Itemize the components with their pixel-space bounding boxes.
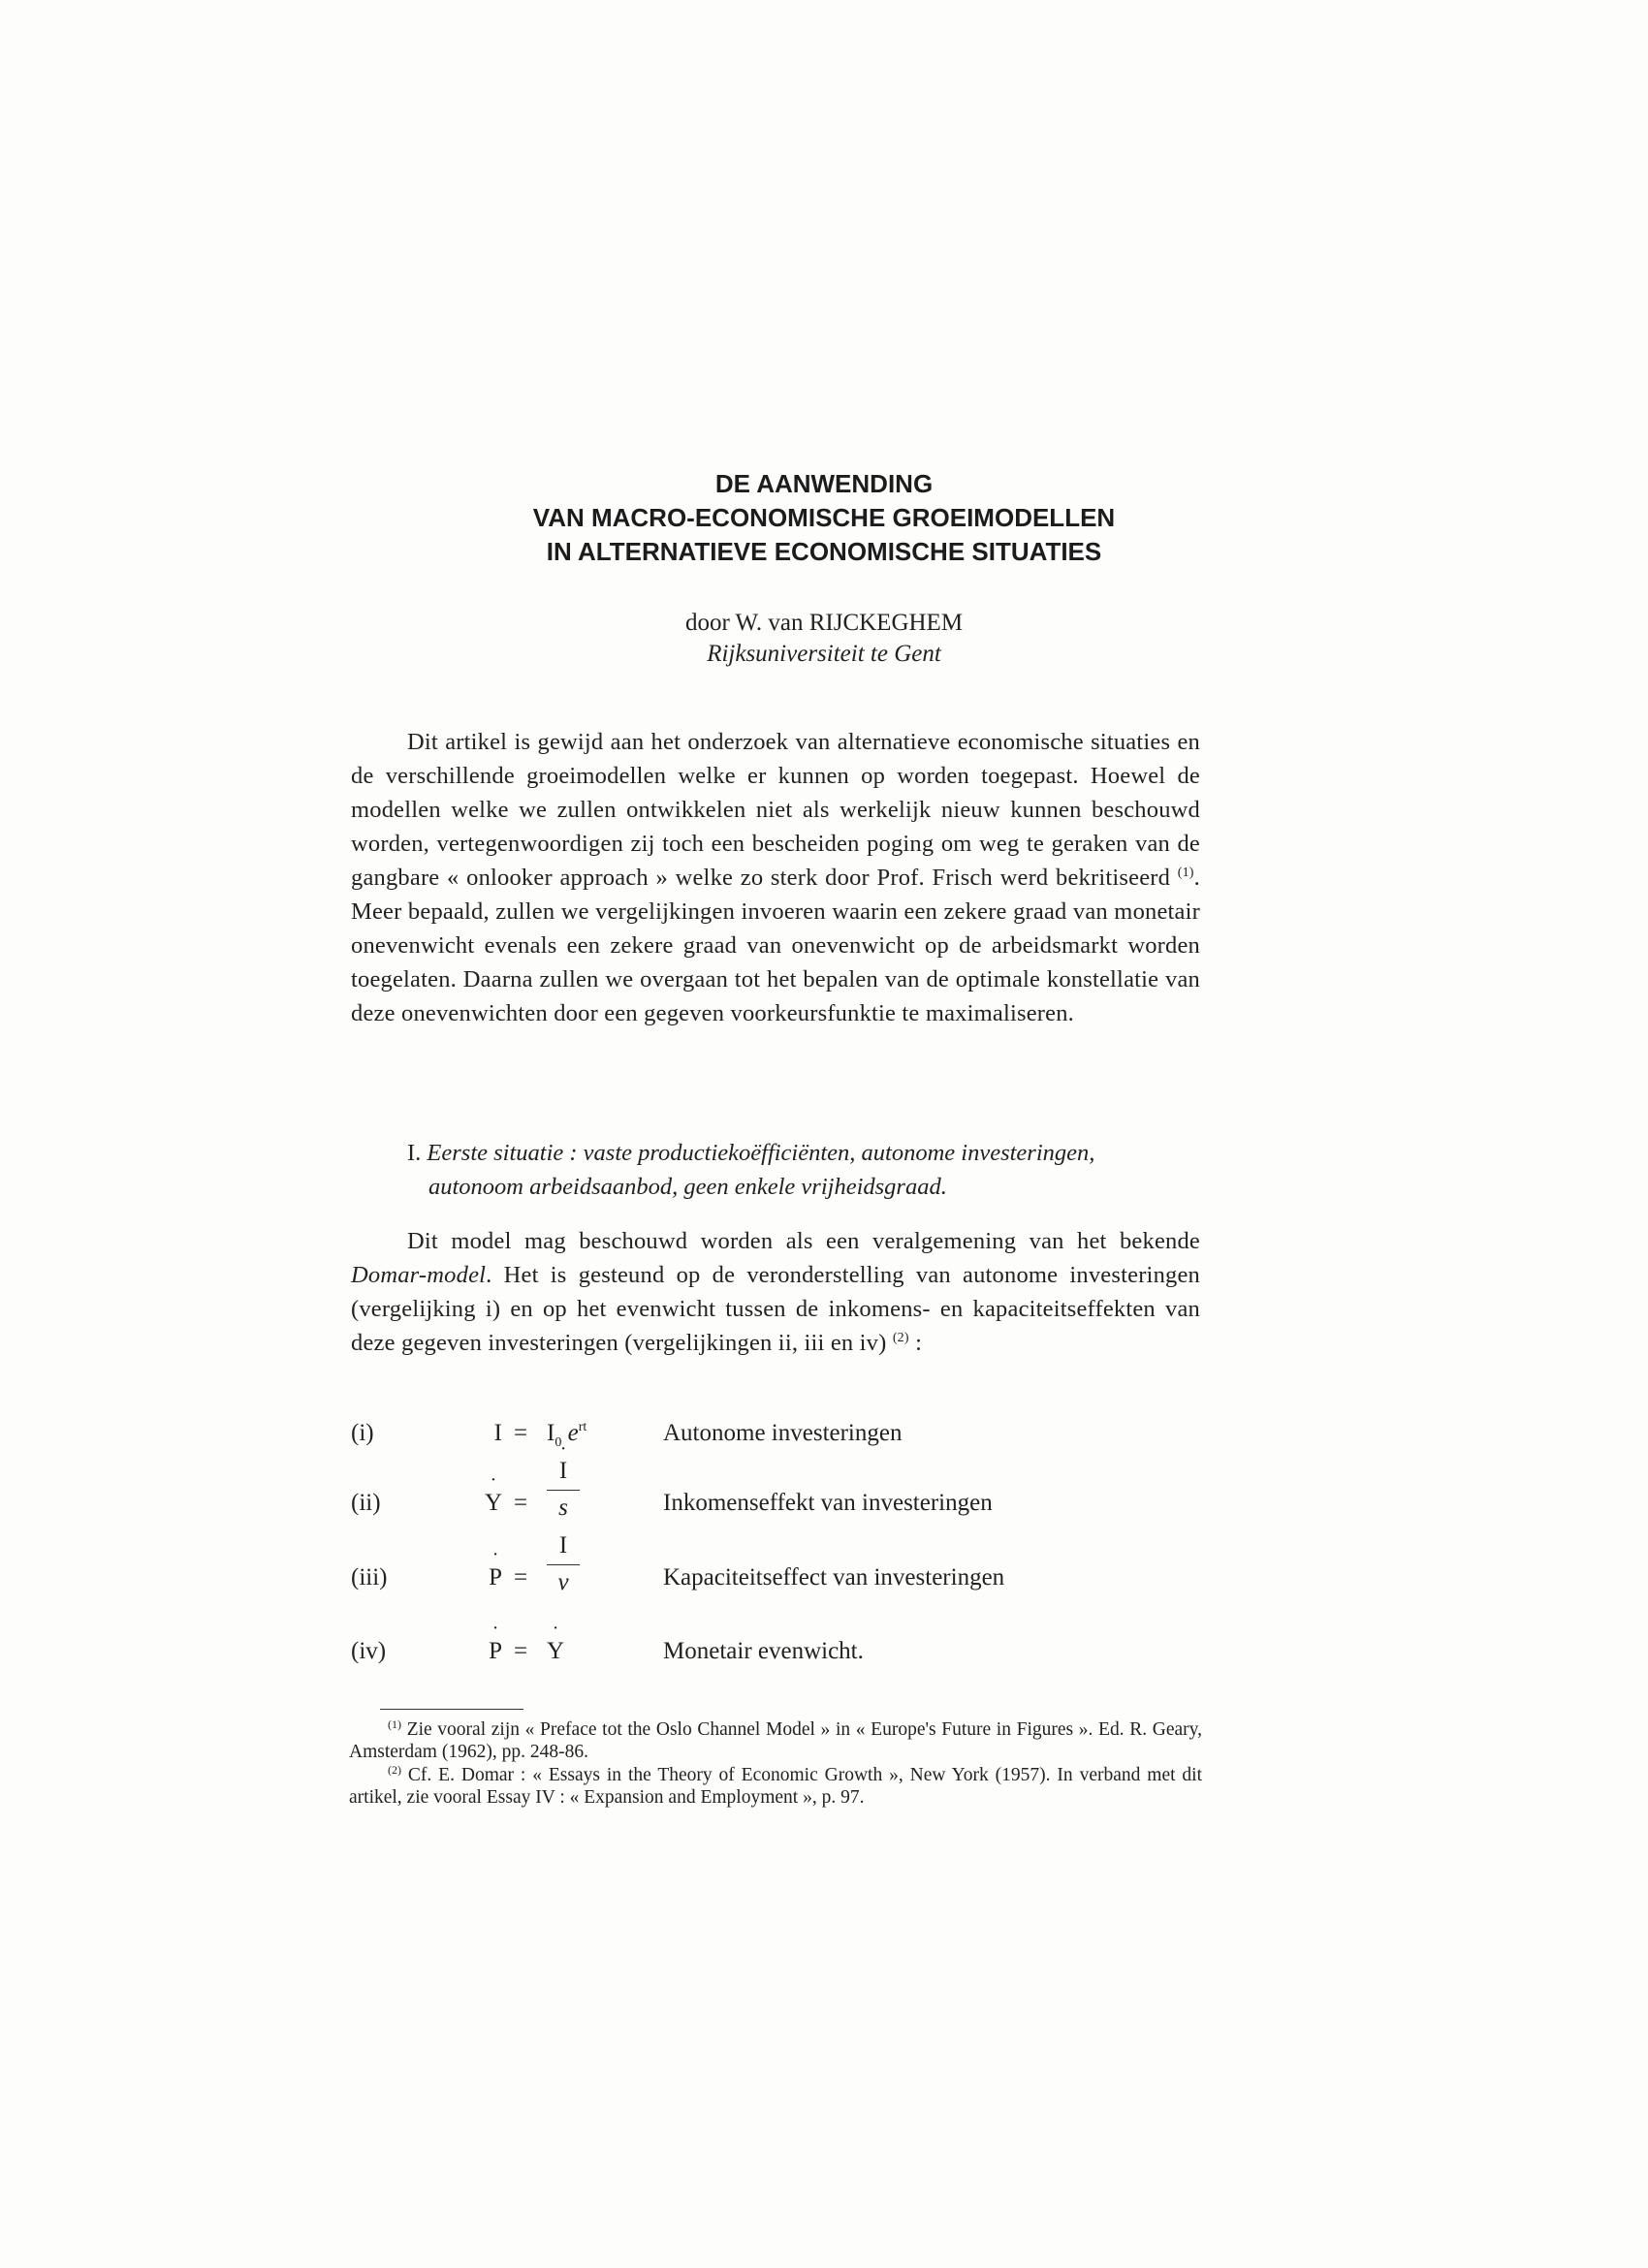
footnote-1 bbox=[349, 1718, 1202, 1763]
equation-i bbox=[351, 1420, 1204, 1478]
footnote-2 bbox=[349, 1764, 1202, 1809]
footnote-text: Cf. E. Domar : « Essays in the Theory of Economic Growth », New York (1957). In verband met dit artikel, zie vooral Essay IV : « Expansion and Employment », p. 97. bbox=[349, 1765, 1203, 1808]
equation-iv bbox=[351, 1638, 1204, 1696]
intro-text-a: Dit artikel is gewijd aan het onderzoek van alternatieve economische situaties en de verschillende groeimodellen welke er kunnen op worden toegepast. Hoewel de modellen welke we zullen ontwikkelen niet als werkelijk nieuw kunnen beschouwd worden, vertegenwoordigen zij toch een bescheiden poging om weg te geraken van de gangbare « onlooker approach » welke zo sterk door Prof. Frisch werd bekritiseerd bbox=[351, 729, 1200, 891]
footnote-ref-2: (2) bbox=[892, 1331, 909, 1345]
section-heading-line-2: autonoom arbeidsaanbod, geen enkele vrijheidsgraad. bbox=[428, 1174, 947, 1200]
section-heading bbox=[407, 1136, 1212, 1204]
equation-iii bbox=[351, 1532, 1204, 1622]
equation-description: Autonome investeringen bbox=[663, 1420, 903, 1446]
equation-lhs bbox=[473, 1564, 502, 1591]
dotted-variable: ˙ P bbox=[489, 1564, 502, 1591]
p2-text-a: Dit model mag beschouwd worden als een veralgemening van het bekende bbox=[407, 1228, 1200, 1254]
p2-text-b: . Het is gesteund op de veronderstelling van autonome investeringen (vergelijking i) en op het evenwicht tussen de inkomens- en kapaciteitseffekten van deze gegeven investeringen (vergelijkingen ii, iii en iv) bbox=[351, 1262, 1200, 1356]
equation-number: (ii) bbox=[351, 1490, 381, 1516]
title-line-3: IN ALTERNATIEVE ECONOMISCHE SITUATIES bbox=[546, 537, 1102, 566]
footnote-mark: (1) bbox=[388, 1717, 401, 1731]
equation-description: Inkomenseffekt van investeringen bbox=[663, 1490, 993, 1516]
equals-sign: = bbox=[514, 1638, 528, 1664]
equation-lhs: I bbox=[493, 1420, 502, 1446]
intro-paragraph bbox=[351, 725, 1200, 1030]
footnote-text: Zie vooral zijn « Preface tot the Oslo Channel Model » in « Europe's Future in Figures ». Ed. R. Geary, Amsterdam (1962), pp. 248-86. bbox=[349, 1719, 1202, 1762]
numerator bbox=[547, 1457, 580, 1486]
equation-number: (iii) bbox=[351, 1564, 388, 1591]
fraction-bar bbox=[547, 1490, 580, 1491]
rhs-exp-base: e bbox=[567, 1420, 579, 1446]
equals-sign: = bbox=[514, 1490, 528, 1516]
section-heading-line-1: Eerste situatie : vaste productiekoëfficiënten, autonome investeringen, bbox=[427, 1140, 1095, 1166]
equation-lhs bbox=[473, 1490, 502, 1517]
dotted-variable: ˙ Y bbox=[485, 1490, 502, 1517]
fraction-bar bbox=[547, 1564, 580, 1565]
equation-number: (iv) bbox=[351, 1638, 387, 1664]
footnote-separator bbox=[380, 1709, 523, 1710]
fraction bbox=[547, 1531, 580, 1596]
model-name: Domar-model bbox=[351, 1262, 487, 1288]
intro-text-b: . Meer bepaald, zullen we vergelijkingen invoeren waarin een zekere graad van monetair onevenwicht evenals een zekere graad van onevenwicht op de arbeidsmarkt worden toegelaten. Daarna zullen we overgaan tot het bepalen van de optimale konstellatie van deze onevenwichten door een gegeven voorkeursfunktie te maximaliseren. bbox=[351, 865, 1200, 1026]
footnote-ref-1: (1) bbox=[1177, 866, 1194, 880]
dotted-variable: ˙ I bbox=[559, 1457, 567, 1486]
article-title bbox=[349, 467, 1299, 569]
rhs-exponent: rt bbox=[578, 1420, 587, 1434]
denominator: s bbox=[558, 1495, 568, 1521]
equation-number: (i) bbox=[351, 1420, 374, 1446]
rhs-subscript: 0 bbox=[555, 1435, 562, 1450]
dotted-variable: ˙ Y bbox=[547, 1638, 564, 1665]
numerator: I bbox=[558, 1532, 568, 1559]
title-line-1: DE AANWENDING bbox=[714, 469, 934, 498]
equals-sign: = bbox=[514, 1564, 528, 1591]
equals-sign: = bbox=[514, 1420, 528, 1446]
denominator: v bbox=[557, 1569, 569, 1595]
title-line-2: VAN MACRO-ECONOMISCHE GROEIMODELLEN bbox=[532, 503, 1116, 532]
equation-lhs bbox=[473, 1638, 502, 1665]
dotted-variable: ˙ P bbox=[489, 1638, 502, 1665]
equation-rhs bbox=[547, 1638, 564, 1665]
fraction bbox=[547, 1457, 580, 1522]
section-number: I. bbox=[407, 1140, 422, 1166]
footnote-mark: (2) bbox=[388, 1763, 401, 1777]
model-paragraph bbox=[351, 1224, 1200, 1360]
author-line: door W. van RIJCKEGHEM bbox=[684, 610, 964, 636]
equation-description: Kapaciteitseffect van investeringen bbox=[663, 1564, 1005, 1591]
equation-ii bbox=[351, 1458, 1204, 1548]
p2-text-c: : bbox=[908, 1330, 923, 1356]
equation-description: Monetair evenwicht. bbox=[663, 1638, 864, 1664]
rhs-base: I bbox=[547, 1420, 555, 1446]
affiliation: Rijksuniversiteit te Gent bbox=[707, 641, 941, 667]
